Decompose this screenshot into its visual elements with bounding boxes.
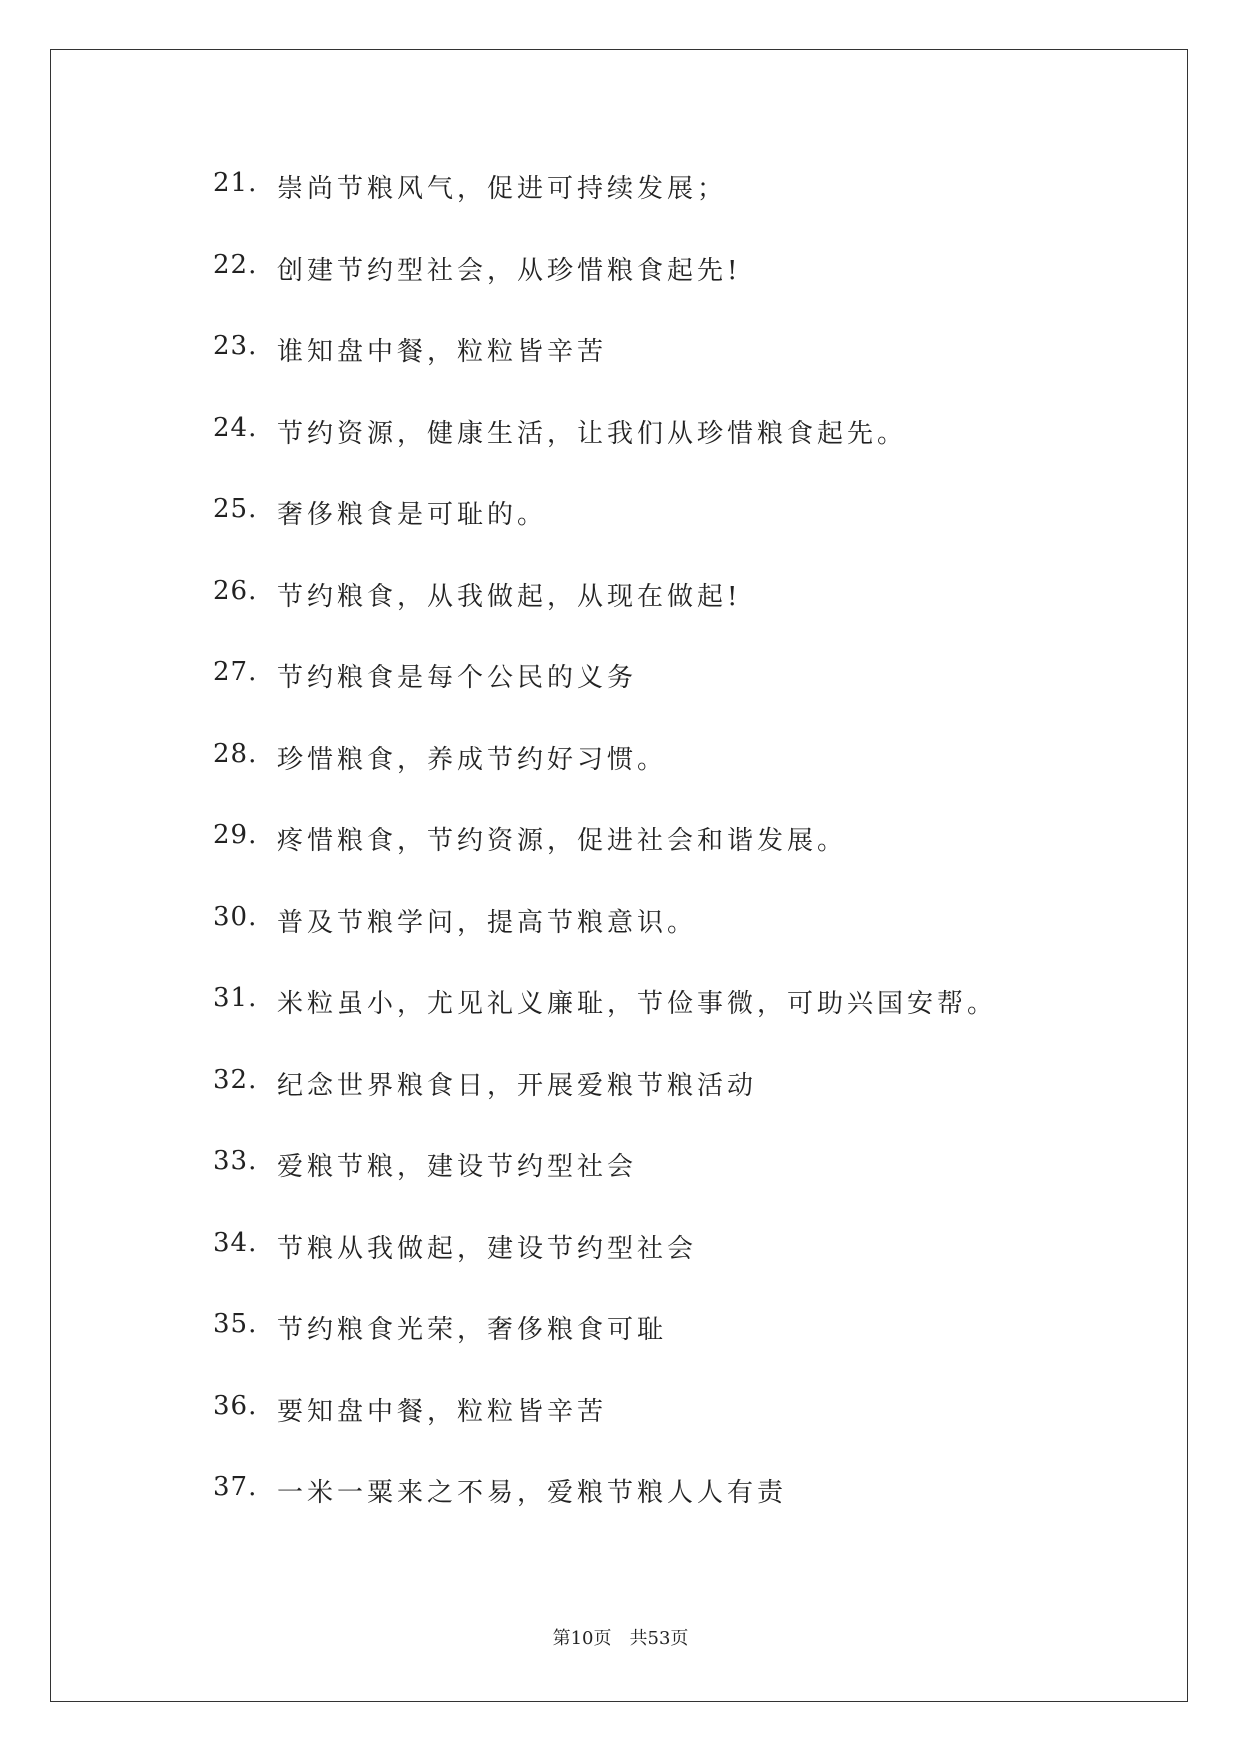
list-item: [213, 739, 997, 821]
list-item: [213, 576, 997, 658]
slogan-list: [213, 168, 997, 1554]
list-item: [213, 331, 997, 413]
list-item: [213, 1472, 997, 1554]
item-number: 27.: [213, 657, 258, 687]
item-number: 32.: [213, 1064, 258, 1095]
list-item: [213, 983, 997, 1065]
item-text: 节约粮食，从我做起，从现在做起!: [277, 581, 742, 612]
list-item: [213, 250, 997, 332]
item-text: 爱粮节粮，建设节约型社会: [277, 1152, 638, 1182]
list-item: [213, 168, 997, 250]
item-text: 疼惜粮食，节约资源，促进社会和谐发展。: [277, 826, 848, 856]
item-text: 节约粮食是每个公民的义务: [277, 663, 638, 693]
item-number: 33.: [213, 1146, 258, 1176]
item-number: 37.: [213, 1472, 258, 1502]
item-number: 22.: [213, 249, 258, 280]
list-item: [213, 1228, 997, 1310]
item-text: 崇尚节粮风气，促进可持续发展；: [277, 174, 728, 204]
item-number: 23.: [213, 331, 258, 361]
item-text: 普及节粮学问，提高节粮意识。: [277, 907, 698, 938]
list-item: [213, 1309, 997, 1391]
item-number: 31.: [213, 983, 258, 1013]
page-footer: [0, 1624, 1241, 1650]
item-text: 节粮从我做起，建设节约型社会: [277, 1233, 698, 1264]
item-number: 21.: [213, 168, 258, 198]
page-total: 共53页: [629, 1628, 689, 1649]
item-text: 奢侈粮食是可耻的。: [277, 500, 548, 530]
item-text: 创建节约型社会，从珍惜粮食起先!: [277, 255, 742, 286]
list-item: [213, 902, 997, 984]
list-item: [213, 1065, 997, 1147]
list-item: [213, 1391, 997, 1473]
item-number: 29.: [213, 820, 258, 850]
list-item: [213, 494, 997, 576]
item-text: 节约粮食光荣，奢侈粮食可耻: [277, 1315, 668, 1345]
item-number: 26.: [213, 575, 258, 606]
item-text: 珍惜粮食，养成节约好习惯。: [277, 744, 668, 775]
list-item: [213, 820, 997, 902]
item-number: 30.: [213, 901, 258, 932]
item-text: 米粒虽小，尤见礼义廉耻，节俭事微，可助兴国安帮。: [277, 989, 998, 1019]
item-number: 36.: [213, 1390, 258, 1421]
item-number: 28.: [213, 738, 258, 769]
item-text: 要知盘中餐，粒粒皆辛苦: [277, 1396, 608, 1427]
list-item: [213, 1146, 997, 1228]
item-number: 35.: [213, 1309, 258, 1339]
item-number: 24.: [213, 412, 258, 443]
list-item: [213, 413, 997, 495]
page-number: 第10页: [552, 1628, 612, 1649]
item-text: 谁知盘中餐，粒粒皆辛苦: [277, 337, 608, 367]
item-text: 纪念世界粮食日，开展爱粮节粮活动: [277, 1070, 758, 1101]
item-text: 一米一粟来之不易，爱粮节粮人人有责: [277, 1478, 788, 1508]
list-item: [213, 657, 997, 739]
item-text: 节约资源，健康生活，让我们从珍惜粮食起先。: [277, 418, 908, 449]
item-number: 34.: [213, 1227, 258, 1258]
item-number: 25.: [213, 494, 258, 524]
